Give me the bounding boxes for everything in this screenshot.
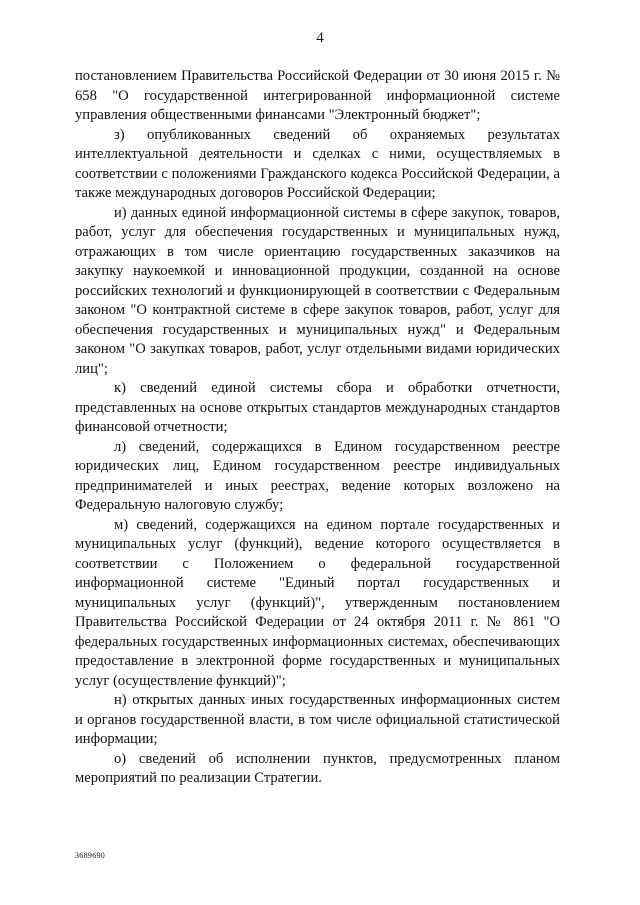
paragraph-item-n: н) открытых данных иных государственных информационных систем и органов государственной власти, в том числе официальной статистической информации; [75, 692, 560, 747]
document-id: 3689690 [75, 851, 106, 860]
page-number: 4 [316, 30, 324, 46]
paragraph-item-o: о) сведений об исполнении пунктов, предусмотренных планом мероприятий по реализации Стратегии. [75, 750, 560, 786]
paragraph-item-l: л) сведений, содержащихся в Едином государственном реестре юридических лиц, Едином государственном реестре индивидуальных предпринимателей и иных реестрах, ведение которых возложено на Федеральную налоговую службу; [75, 438, 560, 513]
paragraph-continuation: постановлением Правительства Российской Федерации от 30 июня 2015 г. № 658 "О государственной интегрированной информационной системе управления общественными финансами "Электронный бюджет"; [75, 68, 560, 123]
paragraph-item-z: з) опубликованных сведений об охраняемых результатах интеллектуальной деятельности и сделках с ними, осуществляемых в соответствии с положениями Гражданского кодекса Российской Федерации, а также международных договоров Российской Федерации; [75, 126, 560, 201]
paragraph-item-i: и) данных единой информационной системы в сфере закупок, товаров, работ, услуг для обеспечения государственных и муниципальных нужд, отражающих в том числе ориентацию государственных заказчиков на закупку наукоемкой и инновационной продукции, созданной на основе российских технологий и функционирующей в соответствии с Федеральным законом "О контрактной системе в сфере закупок товаров, работ, услуг для обеспечения государственных и муниципальных нужд" и Федеральным законом "О закупках товаров, работ, услуг отдельными видами юридических лиц"; [75, 204, 560, 377]
document-body [75, 67, 560, 789]
paragraph-item-m: м) сведений, содержащихся на едином портале государственных и муниципальных услуг (функций), ведение которого осуществляется в соответствии с Положением о федеральной государственной информационной системе "Единый портал государственных и муниципальных услуг (функций)", утвержденным постановлением Правительства Российской Федерации от 24 октября 2011 г. № 861 "О федеральных государственных информационных системах, обеспечивающих предоставление в электронной форме государственных и муниципальных услуг (осуществление функций)"; [75, 516, 560, 689]
paragraph-item-k: к) сведений единой системы сбора и обработки отчетности, представленных на основе открытых стандартов международных стандартов финансовой отчетности; [75, 380, 560, 435]
